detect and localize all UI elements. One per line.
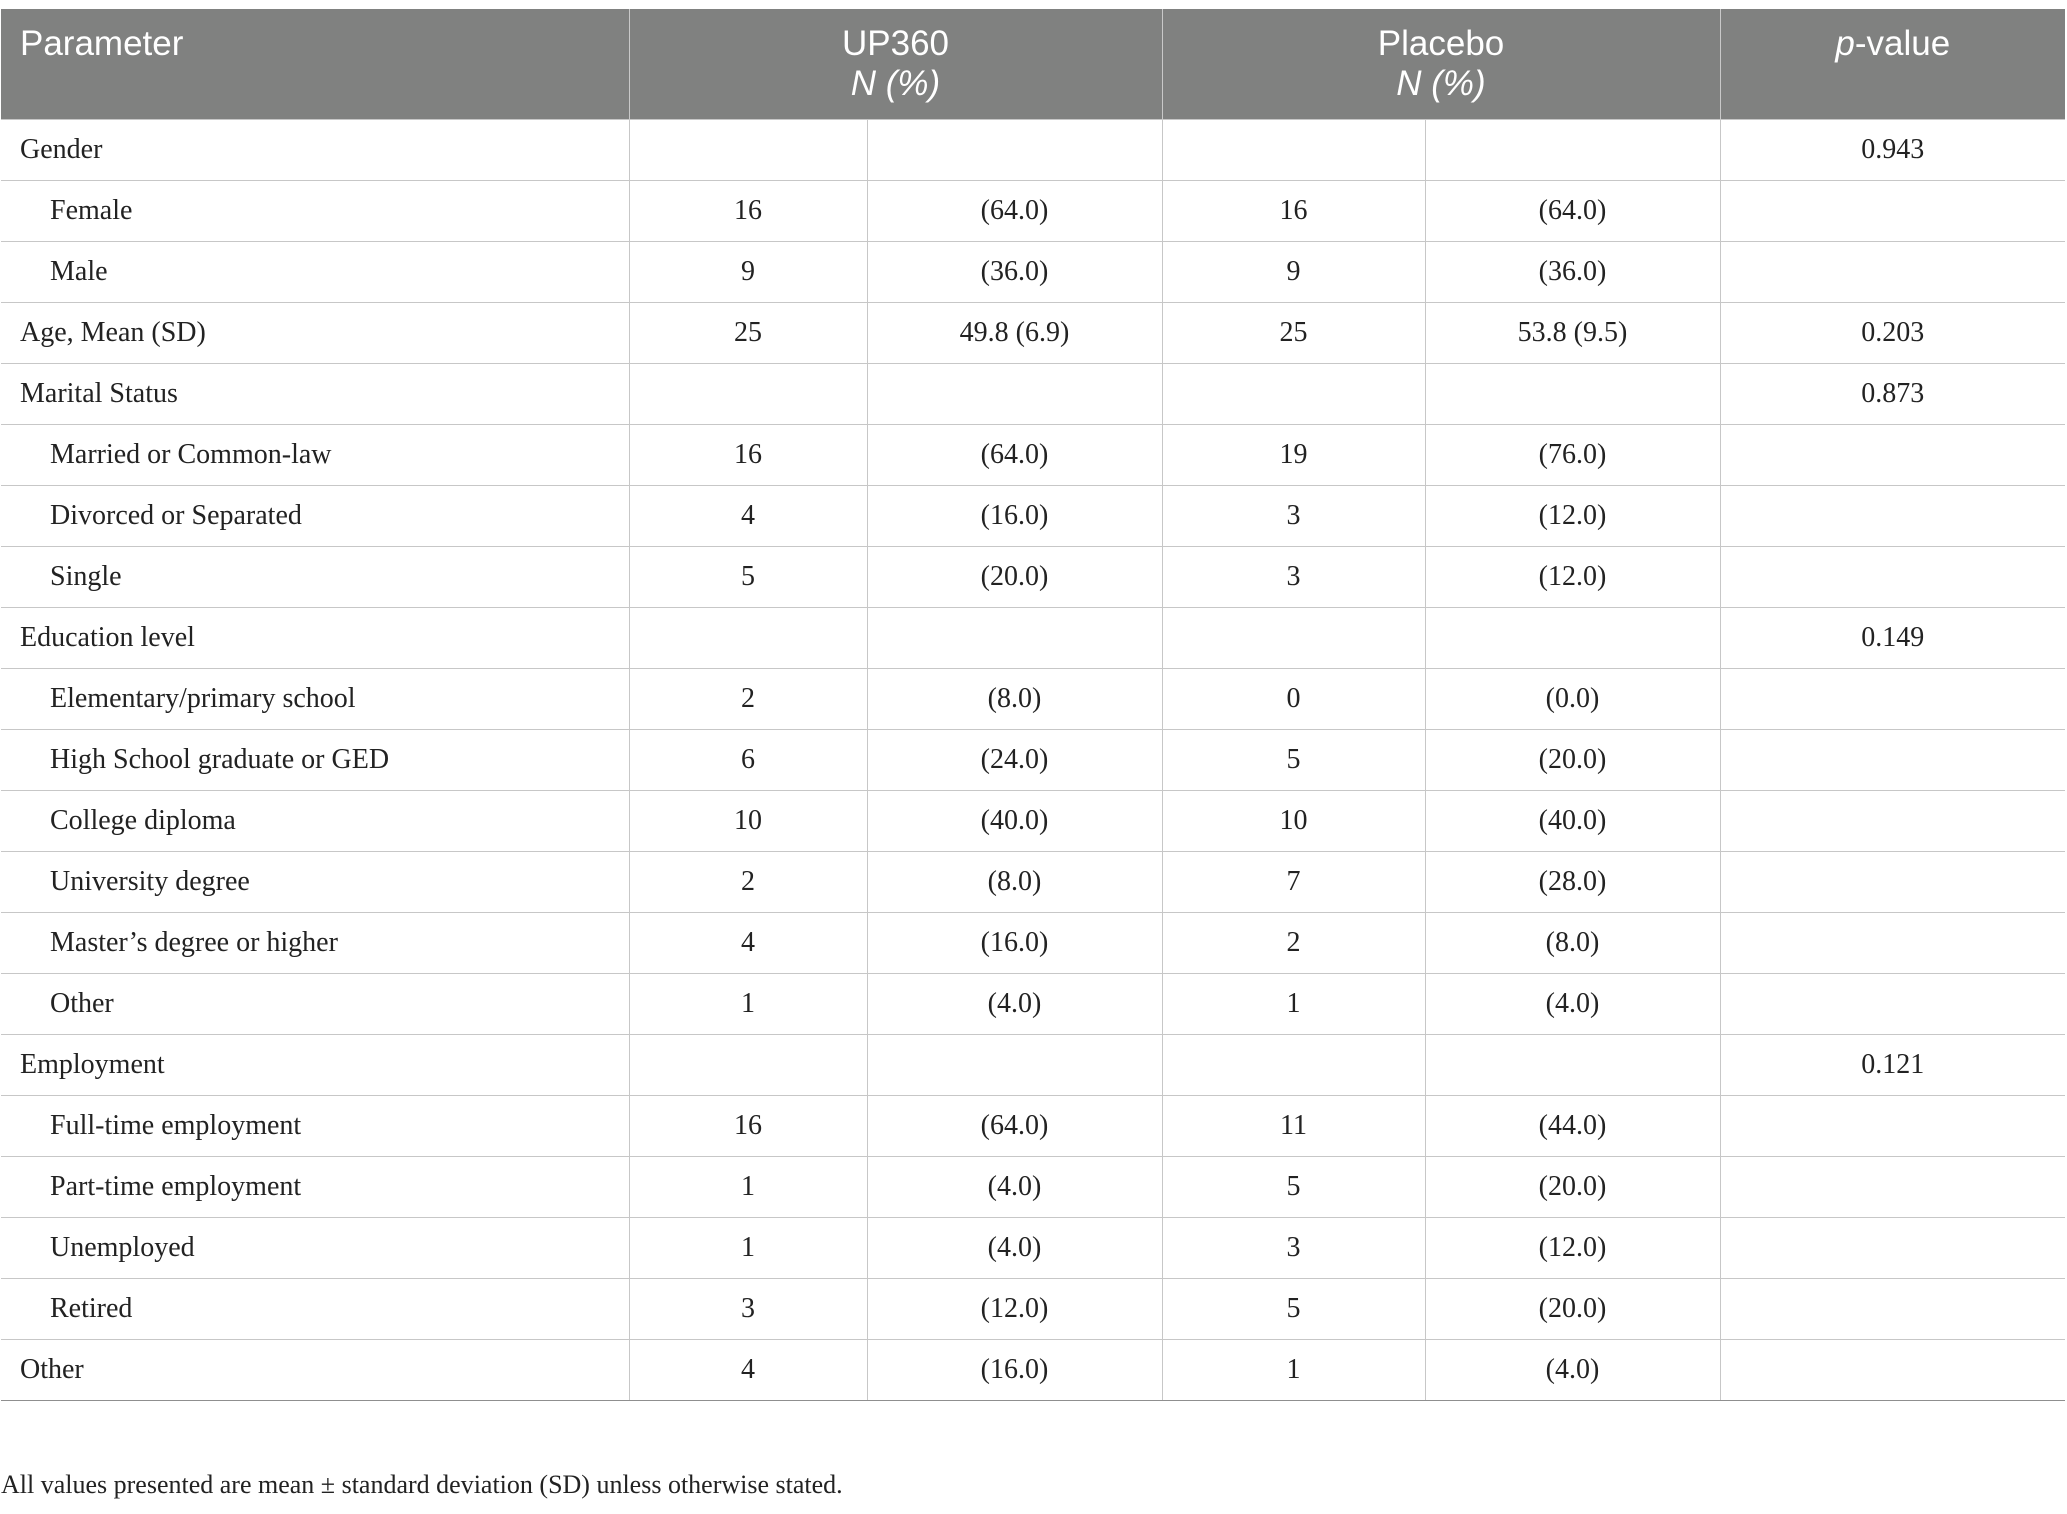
cell-group-b-n: 16 — [1162, 181, 1425, 242]
cell-pvalue — [1720, 1096, 2065, 1157]
cell-group-b-pct: (12.0) — [1425, 486, 1720, 547]
cell-group-a-n: 1 — [629, 974, 867, 1035]
cell-group-b-n: 10 — [1162, 791, 1425, 852]
cell-pvalue — [1720, 852, 2065, 913]
cell-group-b-pct — [1425, 608, 1720, 669]
cell-group-a-n: 1 — [629, 1218, 867, 1279]
cell-group-b-pct: (0.0) — [1425, 669, 1720, 730]
cell-group-b-pct: (20.0) — [1425, 730, 1720, 791]
cell-group-b-n — [1162, 608, 1425, 669]
cell-group-a-n — [629, 1035, 867, 1096]
cell-parameter: Retired — [1, 1279, 629, 1340]
cell-group-b-n: 1 — [1162, 974, 1425, 1035]
cell-group-a-pct: (8.0) — [867, 852, 1162, 913]
cell-group-b-n: 5 — [1162, 1157, 1425, 1218]
cell-group-b-pct: (8.0) — [1425, 913, 1720, 974]
table-row — [1, 364, 2065, 425]
header-parameter-label: Parameter — [20, 24, 184, 63]
cell-group-b-n: 25 — [1162, 303, 1425, 364]
cell-parameter: Divorced or Separated — [1, 486, 629, 547]
table-row — [1, 1279, 2065, 1340]
cell-group-a-n — [629, 608, 867, 669]
cell-group-a-n: 2 — [629, 852, 867, 913]
table-row — [1, 1096, 2065, 1157]
cell-parameter: Full-time employment — [1, 1096, 629, 1157]
demographics-table-container — [1, 9, 2065, 1401]
table-row — [1, 120, 2065, 181]
cell-group-a-n: 5 — [629, 547, 867, 608]
table-header-row — [1, 9, 2065, 120]
cell-group-b-pct — [1425, 1035, 1720, 1096]
cell-parameter: Elementary/primary school — [1, 669, 629, 730]
cell-group-b-pct: (12.0) — [1425, 547, 1720, 608]
table-row — [1, 181, 2065, 242]
cell-group-b-n: 7 — [1162, 852, 1425, 913]
cell-group-a-pct: (24.0) — [867, 730, 1162, 791]
cell-group-a-n: 16 — [629, 181, 867, 242]
cell-group-b-pct: (44.0) — [1425, 1096, 1720, 1157]
cell-group-a-n: 1 — [629, 1157, 867, 1218]
table-row — [1, 303, 2065, 364]
table-row — [1, 1157, 2065, 1218]
cell-group-b-n — [1162, 1035, 1425, 1096]
cell-parameter: Male — [1, 242, 629, 303]
cell-group-b-n: 3 — [1162, 547, 1425, 608]
cell-group-a-n: 9 — [629, 242, 867, 303]
cell-pvalue — [1720, 669, 2065, 730]
cell-group-a-pct: (16.0) — [867, 486, 1162, 547]
header-parameter — [1, 9, 629, 120]
cell-group-b-n: 11 — [1162, 1096, 1425, 1157]
cell-group-b-pct: (20.0) — [1425, 1157, 1720, 1218]
table-row — [1, 547, 2065, 608]
cell-group-a-pct: (64.0) — [867, 1096, 1162, 1157]
table-row — [1, 974, 2065, 1035]
cell-group-a-pct: (4.0) — [867, 1218, 1162, 1279]
cell-pvalue — [1720, 486, 2065, 547]
cell-parameter: Age, Mean (SD) — [1, 303, 629, 364]
cell-group-a-pct: (4.0) — [867, 1157, 1162, 1218]
cell-pvalue: 0.121 — [1720, 1035, 2065, 1096]
cell-group-b-pct: (40.0) — [1425, 791, 1720, 852]
header-group-b-sub: N (%) — [1396, 64, 1486, 103]
cell-group-a-pct: (40.0) — [867, 791, 1162, 852]
cell-parameter: Marital Status — [1, 364, 629, 425]
cell-group-b-pct: (64.0) — [1425, 181, 1720, 242]
cell-group-b-n: 0 — [1162, 669, 1425, 730]
cell-group-b-pct: 53.8 (9.5) — [1425, 303, 1720, 364]
cell-group-a-n: 2 — [629, 669, 867, 730]
cell-pvalue — [1720, 242, 2065, 303]
cell-group-a-pct: (20.0) — [867, 547, 1162, 608]
cell-group-a-n: 10 — [629, 791, 867, 852]
cell-group-a-pct — [867, 608, 1162, 669]
cell-group-a-n: 4 — [629, 1340, 867, 1401]
cell-pvalue: 0.203 — [1720, 303, 2065, 364]
header-group-b-name: Placebo — [1377, 24, 1505, 63]
cell-parameter: Gender — [1, 120, 629, 181]
cell-group-a-pct — [867, 120, 1162, 181]
cell-group-a-n — [629, 120, 867, 181]
header-group-a — [629, 9, 1162, 120]
header-group-a-name: UP360 — [841, 24, 950, 63]
cell-parameter: Married or Common-law — [1, 425, 629, 486]
cell-pvalue — [1720, 730, 2065, 791]
cell-pvalue — [1720, 791, 2065, 852]
cell-group-b-n: 2 — [1162, 913, 1425, 974]
cell-parameter: Education level — [1, 608, 629, 669]
table-body — [1, 120, 2065, 1401]
header-group-b — [1162, 9, 1720, 120]
cell-group-a-pct: (36.0) — [867, 242, 1162, 303]
cell-group-a-pct: 49.8 (6.9) — [867, 303, 1162, 364]
cell-parameter: Part-time employment — [1, 1157, 629, 1218]
table-row — [1, 1340, 2065, 1401]
cell-parameter: Employment — [1, 1035, 629, 1096]
cell-group-b-pct: (4.0) — [1425, 974, 1720, 1035]
cell-parameter: Single — [1, 547, 629, 608]
cell-group-a-pct: (64.0) — [867, 425, 1162, 486]
cell-group-a-pct — [867, 364, 1162, 425]
cell-group-a-pct: (16.0) — [867, 913, 1162, 974]
table-footnote: All values presented are mean ± standard deviation (SD) unless otherwise stated. — [1, 1470, 843, 1499]
header-pvalue — [1720, 9, 2065, 120]
cell-pvalue — [1720, 913, 2065, 974]
cell-parameter: University degree — [1, 852, 629, 913]
cell-group-b-n: 1 — [1162, 1340, 1425, 1401]
cell-group-b-pct: (76.0) — [1425, 425, 1720, 486]
cell-group-b-n — [1162, 364, 1425, 425]
table-row — [1, 852, 2065, 913]
cell-parameter: Other — [1, 974, 629, 1035]
cell-group-a-pct — [867, 1035, 1162, 1096]
cell-pvalue — [1720, 1218, 2065, 1279]
cell-pvalue: 0.873 — [1720, 364, 2065, 425]
cell-parameter: Other — [1, 1340, 629, 1401]
cell-group-a-n: 16 — [629, 425, 867, 486]
table-row — [1, 486, 2065, 547]
cell-group-b-n: 5 — [1162, 1279, 1425, 1340]
cell-group-b-pct: (12.0) — [1425, 1218, 1720, 1279]
cell-group-b-pct — [1425, 120, 1720, 181]
table-row — [1, 913, 2065, 974]
cell-group-b-pct: (4.0) — [1425, 1340, 1720, 1401]
cell-parameter: Female — [1, 181, 629, 242]
cell-group-a-n — [629, 364, 867, 425]
cell-group-a-pct: (8.0) — [867, 669, 1162, 730]
table-row — [1, 1218, 2065, 1279]
cell-pvalue — [1720, 974, 2065, 1035]
cell-group-b-n: 9 — [1162, 242, 1425, 303]
table-row — [1, 669, 2065, 730]
cell-parameter: Unemployed — [1, 1218, 629, 1279]
cell-group-a-n: 4 — [629, 486, 867, 547]
cell-group-a-pct: (64.0) — [867, 181, 1162, 242]
cell-group-b-n — [1162, 120, 1425, 181]
cell-group-a-n: 25 — [629, 303, 867, 364]
header-pvalue-prefix: p — [1835, 24, 1855, 63]
table-row — [1, 1035, 2065, 1096]
header-group-a-sub: N (%) — [850, 64, 941, 103]
cell-group-a-pct: (4.0) — [867, 974, 1162, 1035]
table-row — [1, 791, 2065, 852]
cell-group-a-n: 6 — [629, 730, 867, 791]
cell-pvalue: 0.943 — [1720, 120, 2065, 181]
cell-pvalue — [1720, 547, 2065, 608]
cell-group-b-pct — [1425, 364, 1720, 425]
cell-pvalue — [1720, 1279, 2065, 1340]
cell-pvalue: 0.149 — [1720, 608, 2065, 669]
cell-group-b-pct: (36.0) — [1425, 242, 1720, 303]
cell-pvalue — [1720, 1340, 2065, 1401]
cell-parameter: Master’s degree or higher — [1, 913, 629, 974]
cell-pvalue — [1720, 181, 2065, 242]
cell-group-b-n: 5 — [1162, 730, 1425, 791]
header-pvalue-suffix: -value — [1854, 24, 1951, 63]
cell-group-b-pct: (20.0) — [1425, 1279, 1720, 1340]
cell-group-a-n: 16 — [629, 1096, 867, 1157]
table-row — [1, 242, 2065, 303]
cell-group-b-n: 3 — [1162, 486, 1425, 547]
cell-parameter: College diploma — [1, 791, 629, 852]
cell-group-b-n: 19 — [1162, 425, 1425, 486]
cell-group-b-pct: (28.0) — [1425, 852, 1720, 913]
demographics-table — [1, 9, 2065, 1401]
cell-group-a-n: 3 — [629, 1279, 867, 1340]
cell-pvalue — [1720, 1157, 2065, 1218]
cell-group-a-pct: (12.0) — [867, 1279, 1162, 1340]
table-row — [1, 730, 2065, 791]
cell-pvalue — [1720, 425, 2065, 486]
table-row — [1, 425, 2065, 486]
cell-group-a-pct: (16.0) — [867, 1340, 1162, 1401]
cell-parameter: High School graduate or GED — [1, 730, 629, 791]
cell-group-a-n: 4 — [629, 913, 867, 974]
table-row — [1, 608, 2065, 669]
cell-group-b-n: 3 — [1162, 1218, 1425, 1279]
